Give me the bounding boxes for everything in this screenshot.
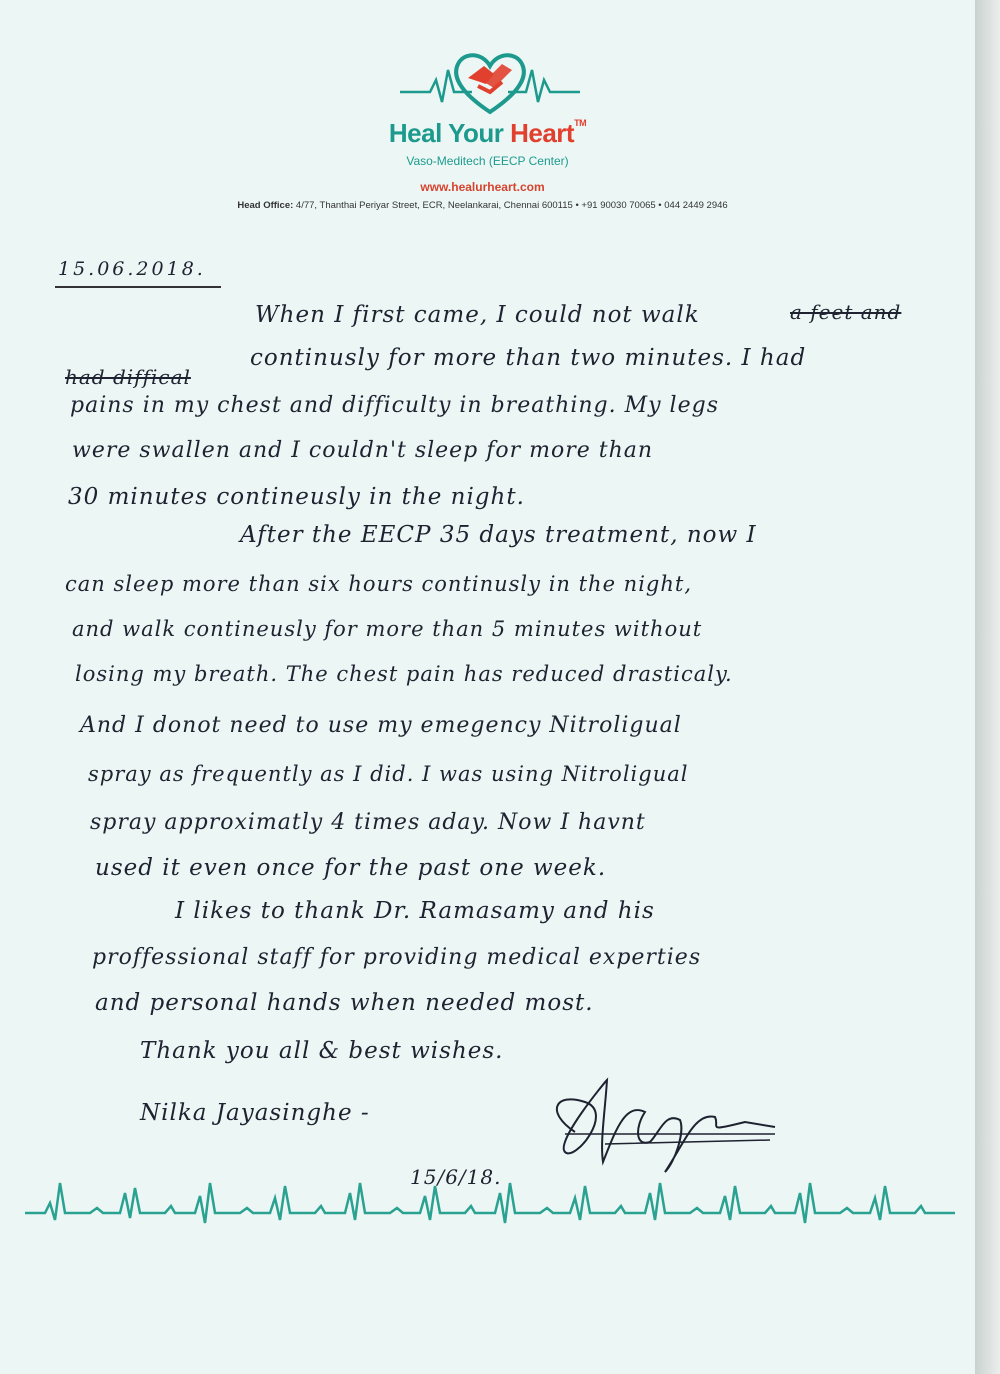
letter-line: and walk contineusly for more than 5 minutes without [72,617,703,641]
brand-name: Heal Your Heart™ [388,118,587,148]
letter-line: spray as frequently as I did. I was using Nitroligual [88,762,689,786]
struck-text: a feet and [790,300,902,324]
signature-date: 15/6/18. [410,1165,502,1189]
closing-line: Thank you all & best wishes. [140,1038,504,1064]
letter-line: I likes to thank Dr. Ramasamy and his [175,898,655,924]
letter-date: 15.06.2018. [58,258,206,280]
letter-line: and personal hands when needed most. [95,990,594,1016]
struck-text: had diffical [65,365,191,389]
handwritten-signature [545,1072,785,1182]
ecg-line-decoration [25,1168,955,1228]
letter-line: continusly for more than two minutes. I had [250,345,807,371]
letter-line: When I first came, I could not walk [255,302,700,328]
office-address: Head Office: 4/77, Thanthai Periyar Street, ECR, Neelankarai, Chennai 600115 • +91 90030 70065 • 044 2449 2946 [237,200,728,211]
letter-line: And I donot need to use my emegency Nitroligual [80,713,682,738]
letterhead [0,40,975,220]
letter-line: used it even once for the past one week. [95,855,607,881]
letter-line: losing my breath. The chest pain has reduced drasticaly. [75,662,733,686]
website-link[interactable]: www.healurheart.com [420,180,545,194]
letter-line: can sleep more than six hours continusly in the night, [65,572,692,596]
letter-line: 30 minutes contineusly in the night. [68,484,525,510]
letter-line: spray approximatly 4 times aday. Now I havnt [90,810,646,835]
letter-line: After the EECP 35 days treatment, now I [240,522,757,548]
letter-line: proffessional staff for providing medical experties [92,945,702,970]
scan-edge [975,0,1000,1374]
letter-line: pains in my chest and difficulty in breathing. My legs [70,393,719,418]
brand-subtitle: Vaso-Meditech (EECP Center) [406,154,569,168]
date-underline [55,286,221,288]
heart-handshake-logo [390,40,590,120]
signer-name: Nilka Jayasinghe - [140,1100,370,1126]
letter-line: were swallen and I couldn't sleep for more than [72,438,654,463]
